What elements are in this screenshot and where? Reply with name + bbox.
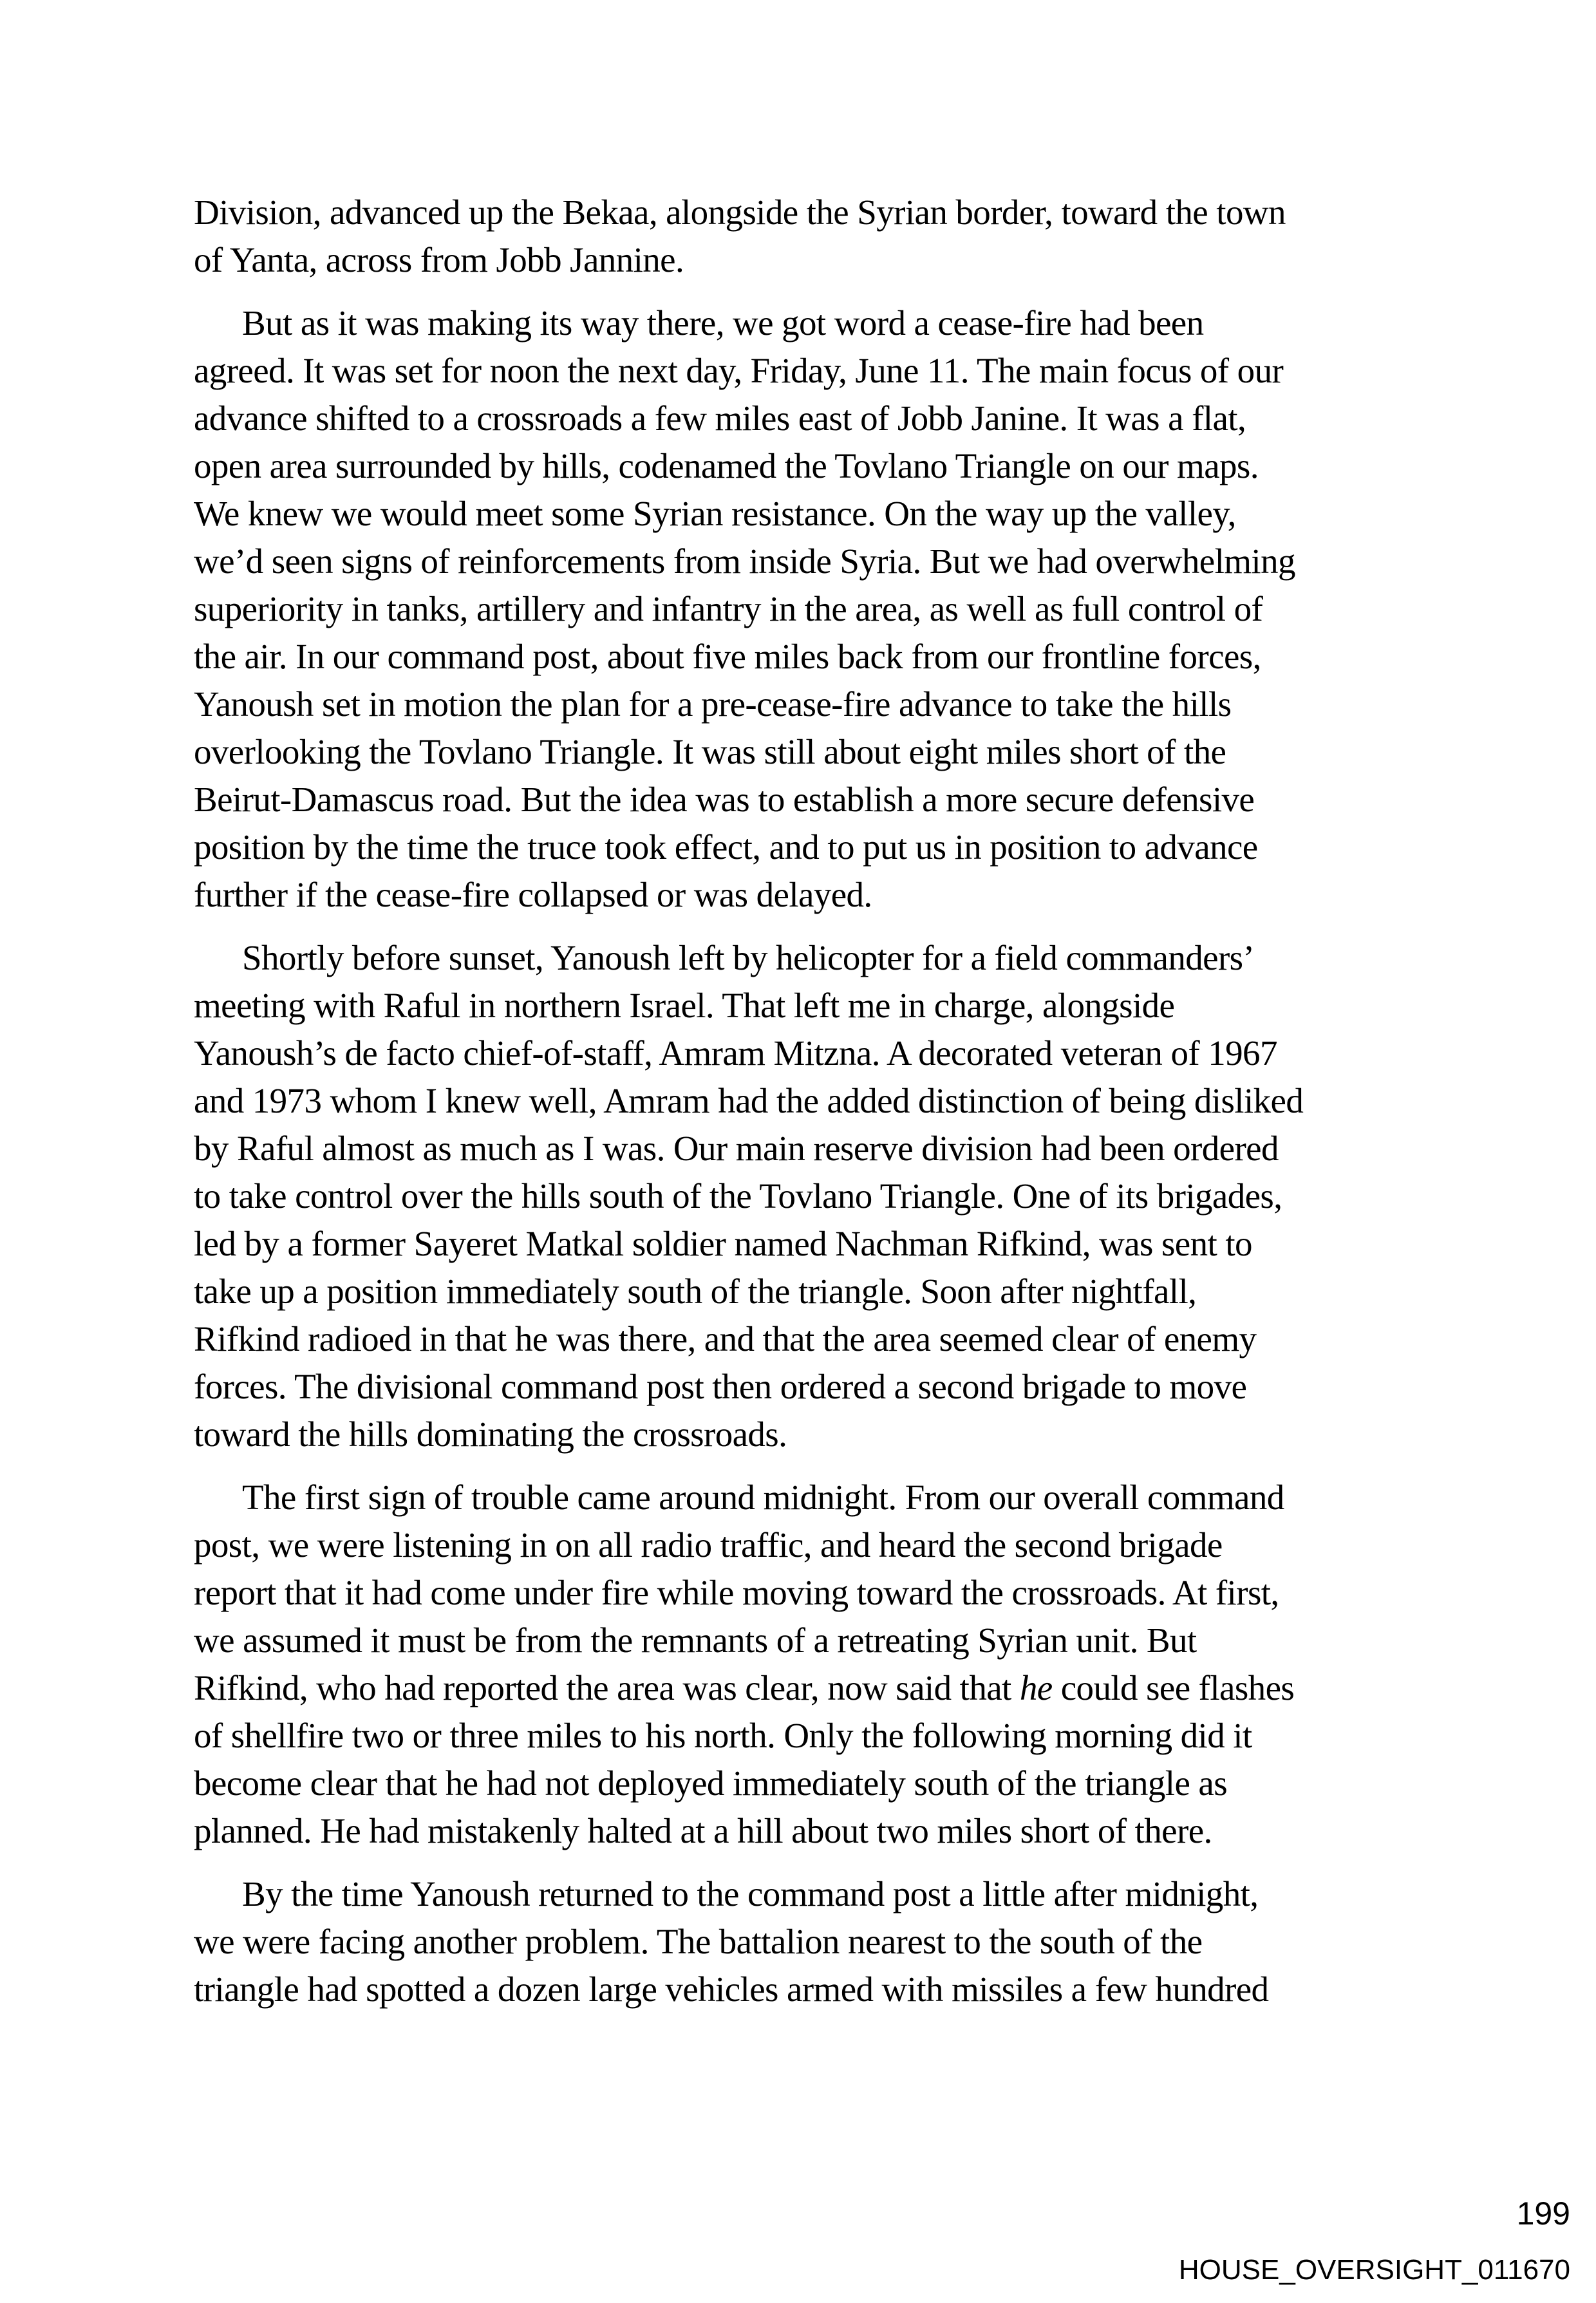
text-line: take up a position immediately south of the triangle. Soon after nightfall, [194, 1272, 1197, 1311]
text-line: further if the cease-fire collapsed or was delayed. [194, 875, 872, 914]
text-line: But as it was making its way there, we got word a cease-fire had been [242, 303, 1204, 343]
text-line: Rifkind radioed in that he was there, and that the area seemed clear of enemy [194, 1319, 1257, 1358]
paragraph-3 [194, 934, 1456, 1458]
text-line: By the time Yanoush returned to the command post a little after midnight, [242, 1874, 1259, 1913]
page-number: 199 [1516, 2195, 1570, 2232]
text-line: we’d seen signs of reinforcements from inside Syria. But we had overwhelming [194, 541, 1295, 581]
text-line: planned. He had mistakenly halted at a hill about two miles short of there. [194, 1811, 1212, 1850]
text-line: Division, advanced up the Bekaa, alongside the Syrian border, toward the town [194, 193, 1286, 232]
text-line: of shellfire two or three miles to his north. Only the following morning did it [194, 1716, 1252, 1755]
text-line-with-emphasis [194, 1664, 1456, 1712]
emphasized-word: he [1019, 1668, 1053, 1707]
text-line: We knew we would meet some Syrian resistance. On the way up the valley, [194, 494, 1236, 533]
paragraph-1 [194, 189, 1456, 284]
text-line: position by the time the truce took effect, and to put us in position to advance [194, 827, 1258, 867]
text-line: agreed. It was set for noon the next day, Friday, June 11. The main focus of our [194, 351, 1284, 390]
body-text [194, 189, 1456, 2029]
text-line: report that it had come under fire while moving toward the crossroads. At first, [194, 1573, 1279, 1612]
text-line: led by a former Sayeret Matkal soldier named Nachman Rifkind, was sent to [194, 1224, 1252, 1263]
text-line: advance shifted to a crossroads a few miles east of Jobb Janine. It was a flat, [194, 399, 1246, 438]
paragraph-4 [194, 1474, 1456, 1855]
text-line: we were facing another problem. The battalion nearest to the south of the [194, 1922, 1203, 1961]
text-line: triangle had spotted a dozen large vehicles armed with missiles a few hundred [194, 1969, 1269, 2009]
text-segment: could see flashes [1052, 1668, 1295, 1707]
text-line: superiority in tanks, artillery and infantry in the area, as well as full control of [194, 589, 1263, 628]
text-line: open area surrounded by hills, codenamed the Tovlano Triangle on our maps. [194, 446, 1259, 485]
text-line: The first sign of trouble came around midnight. From our overall command [242, 1478, 1284, 1517]
text-line: become clear that he had not deployed immediately south of the triangle as [194, 1763, 1228, 1803]
text-line: we assumed it must be from the remnants of a retreating Syrian unit. But [194, 1621, 1197, 1660]
text-segment: Rifkind, who had reported the area was clear, now said that [194, 1668, 1020, 1707]
text-line: to take control over the hills south of the Tovlano Triangle. One of its brigades, [194, 1176, 1282, 1216]
text-line: and 1973 whom I knew well, Amram had the added distinction of being disliked [194, 1081, 1304, 1120]
text-line: Yanoush’s de facto chief-of-staff, Amram Mitzna. A decorated veteran of 1967 [194, 1033, 1277, 1073]
text-line: Beirut-Damascus road. But the idea was to establish a more secure defensive [194, 780, 1255, 819]
text-line: the air. In our command post, about five miles back from our frontline forces, [194, 637, 1261, 676]
text-line: by Raful almost as much as I was. Our main reserve division had been ordered [194, 1129, 1279, 1168]
text-line: of Yanta, across from Jobb Jannine. [194, 240, 684, 279]
text-line: forces. The divisional command post then ordered a second brigade to move [194, 1367, 1247, 1406]
bates-number: HOUSE_OVERSIGHT_011670 [1178, 2254, 1570, 2286]
paragraph-5 [194, 1870, 1456, 2013]
text-line: Yanoush set in motion the plan for a pre-cease-fire advance to take the hills [194, 684, 1232, 724]
text-line: meeting with Raful in northern Israel. That left me in charge, alongside [194, 986, 1175, 1025]
text-line: Shortly before sunset, Yanoush left by helicopter for a field commanders’ [242, 938, 1255, 977]
paragraph-2 [194, 299, 1456, 919]
text-line: post, we were listening in on all radio traffic, and heard the second brigade [194, 1525, 1223, 1565]
text-line: toward the hills dominating the crossroads. [194, 1415, 787, 1454]
text-line: overlooking the Tovlano Triangle. It was still about eight miles short of the [194, 732, 1226, 771]
